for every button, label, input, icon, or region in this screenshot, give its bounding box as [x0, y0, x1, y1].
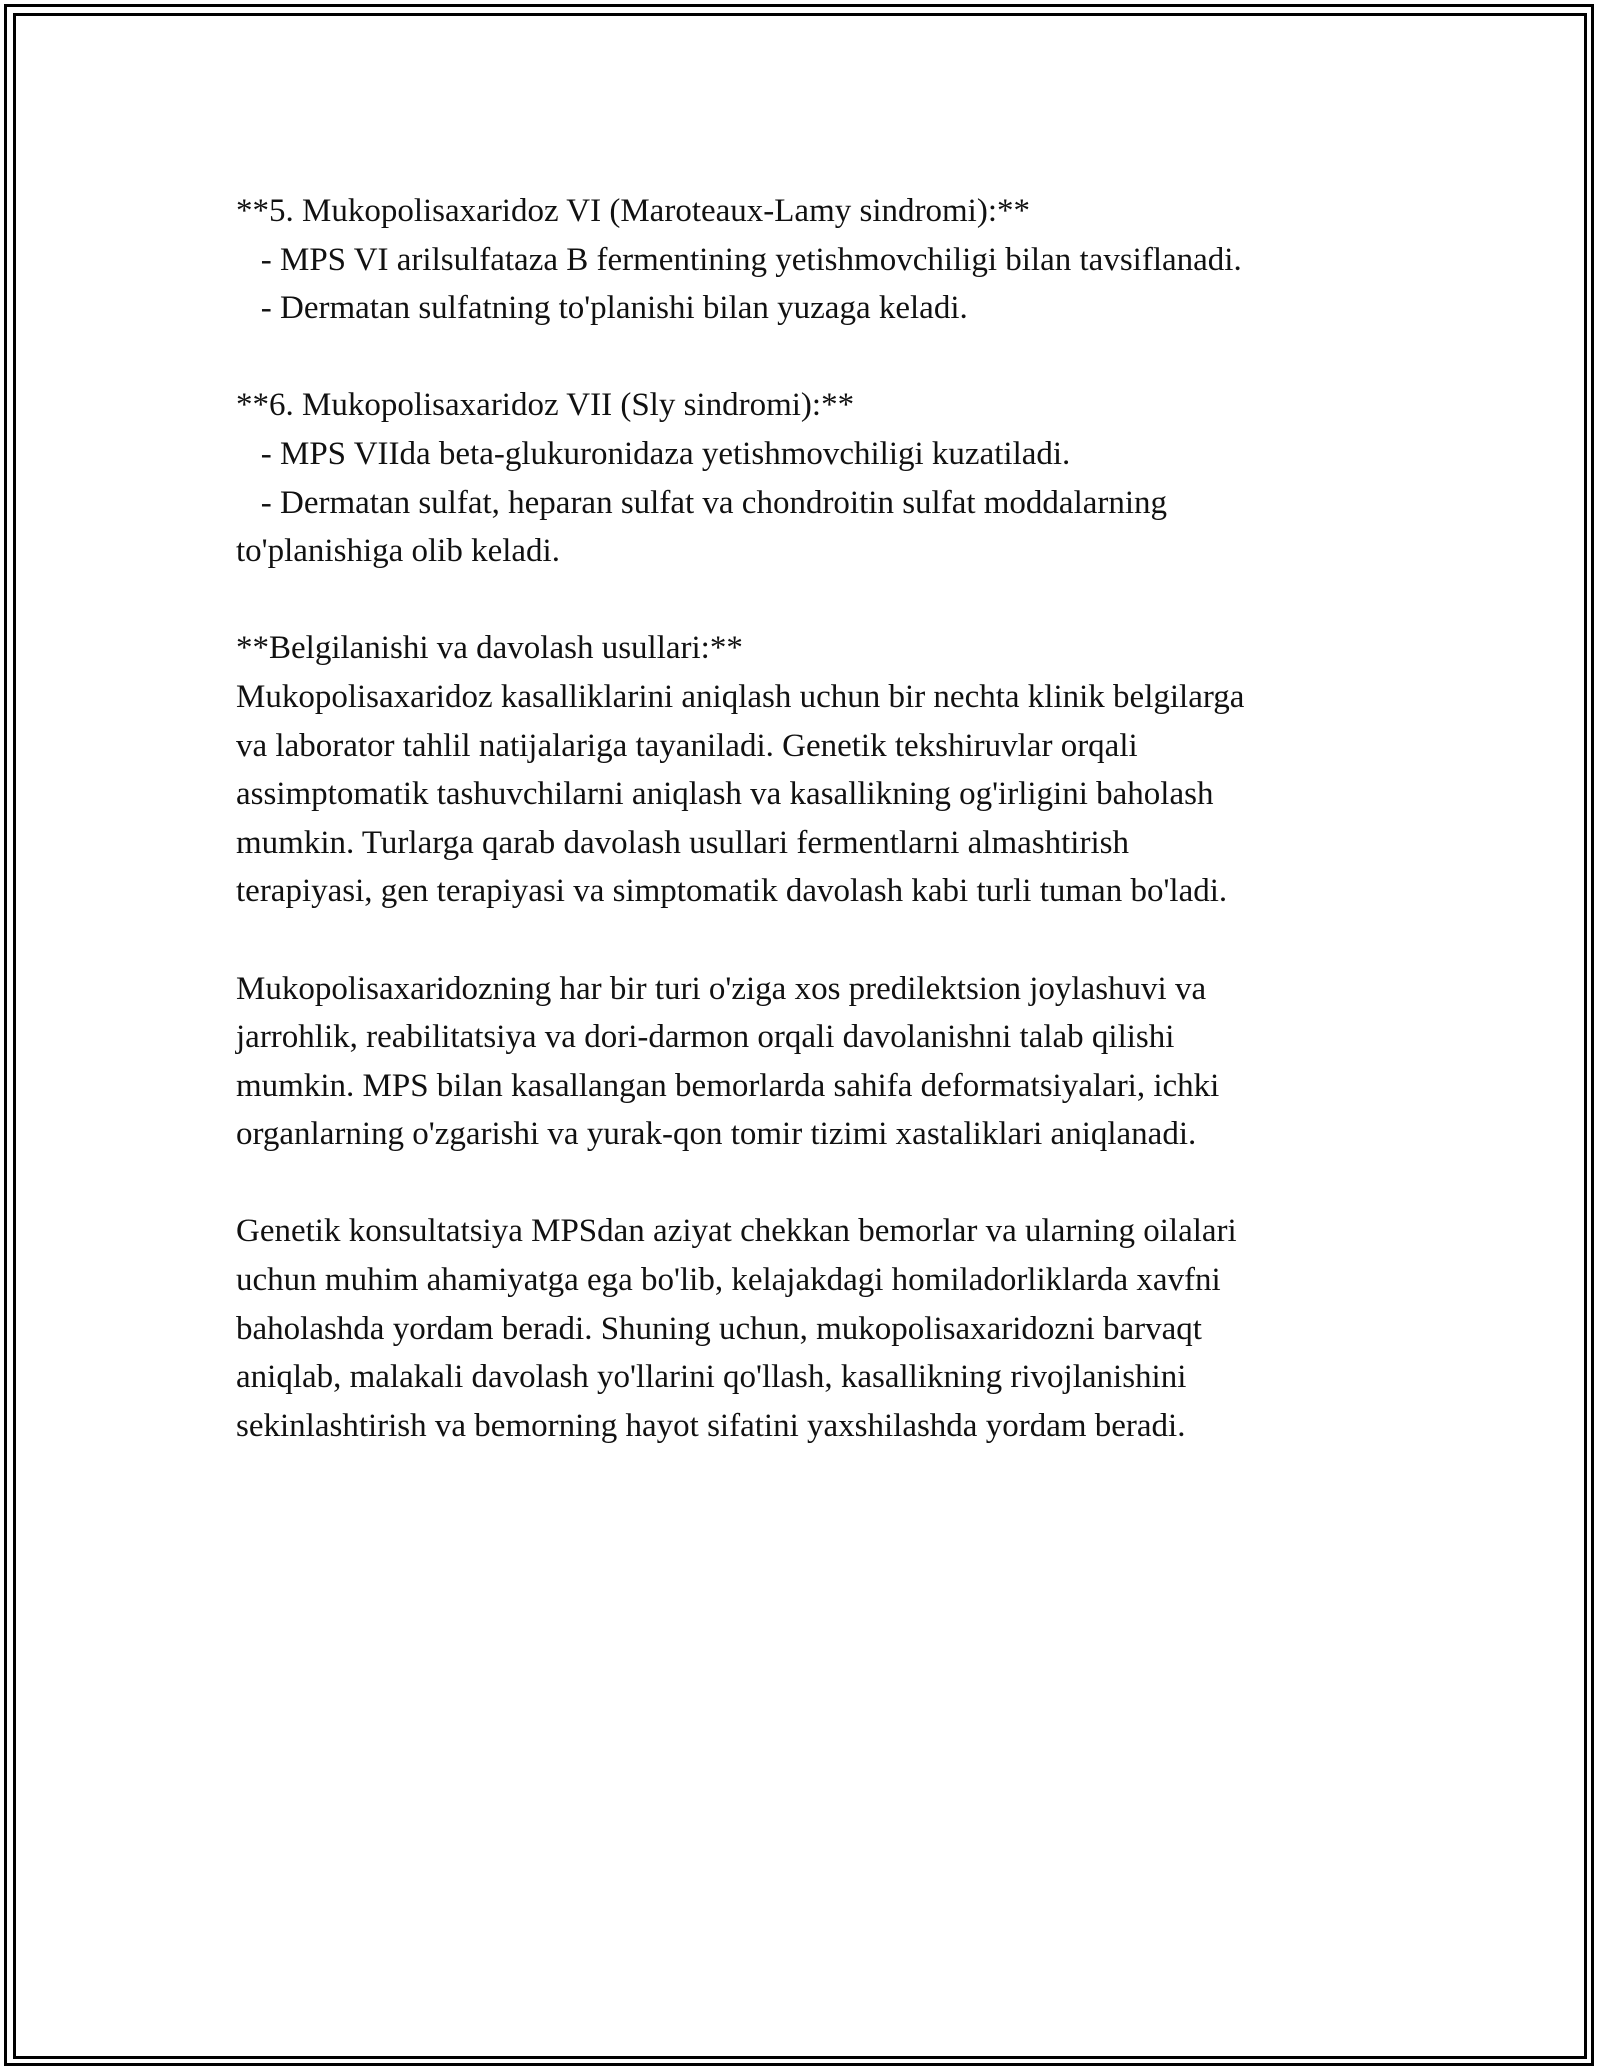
section-heading-mps-vii: **6. Mukopolisaxaridoz VII (Sly sindromi):**	[236, 387, 855, 424]
paragraph-line: baholashda yordam beradi. Shuning uchun, mukopolisaxaridozni barvaqt	[236, 1310, 1202, 1347]
paragraph-line: Mukopolisaxaridozning har bir turi o'ziga xos predilektsion joylashuvi va	[236, 970, 1207, 1007]
bullet-line: - Dermatan sulfatning to'planishi bilan yuzaga keladi.	[236, 290, 968, 327]
paragraph-line: Genetik konsultatsiya MPSdan aziyat chekkan bemorlar va ularning oilalari	[236, 1213, 1237, 1250]
paragraph-line: sekinlashtirish va bemorning hayot sifatini yaxshilashda yordam beradi.	[236, 1407, 1186, 1444]
section-heading-mps-vi: **5. Mukopolisaxaridoz VI (Maroteaux-Lamy sindromi):**	[236, 193, 1030, 229]
paragraph-line: assimptomatik tashuvchilarni aniqlash va kasallikning og'irligini baholash	[236, 776, 1214, 813]
paragraph-line: aniqlab, malakali davolash yo'llarini qo'llash, kasallikning rivojlanishini	[236, 1359, 1187, 1396]
section-heading-diagnosis: **Belgilanishi va davolash usullari:**	[236, 630, 743, 667]
bullet-line: - MPS VIIda beta-glukuronidaza yetishmovchiligi kuzatiladi.	[236, 435, 1071, 472]
paragraph-line: Mukopolisaxaridoz kasalliklarini aniqlash uchun bir nechta klinik belgilarga	[236, 678, 1245, 715]
document-body	[236, 187, 1376, 1450]
blank-line	[236, 916, 1376, 965]
bullet-line: to'planishiga olib keladi.	[236, 533, 560, 570]
paragraph-line: jarrohlik, reabilitatsiya va dori-darmon orqali davolanishni talab qilishi	[236, 1019, 1175, 1056]
paragraph-line: uchun muhim ahamiyatga ega bo'lib, kelajakdagi homiladorliklarda xavfni	[236, 1262, 1221, 1299]
bullet-line: - MPS VI arilsulfataza B fermentining yetishmovchiligi bilan tavsiflanadi.	[236, 241, 1242, 278]
blank-line	[236, 333, 1376, 382]
paragraph-line: organlarning o'zgarishi va yurak-qon tomir tizimi xastaliklari aniqlanadi.	[236, 1116, 1197, 1153]
blank-line	[236, 1159, 1376, 1208]
bullet-line: - Dermatan sulfat, heparan sulfat va chondroitin sulfat moddalarning	[236, 484, 1168, 521]
paragraph-line: mumkin. MPS bilan kasallangan bemorlarda sahifa deformatsiyalari, ichki	[236, 1067, 1220, 1104]
paragraph-line: mumkin. Turlarga qarab davolash usullari fermentlarni almashtirish	[236, 824, 1129, 861]
paragraph-line: va laborator tahlil natijalariga tayaniladi. Genetik tekshiruvlar orqali	[236, 727, 1138, 764]
paragraph-line: terapiyasi, gen terapiyasi va simptomatik davolash kabi turli tuman bo'ladi.	[236, 873, 1228, 910]
blank-line	[236, 576, 1376, 625]
